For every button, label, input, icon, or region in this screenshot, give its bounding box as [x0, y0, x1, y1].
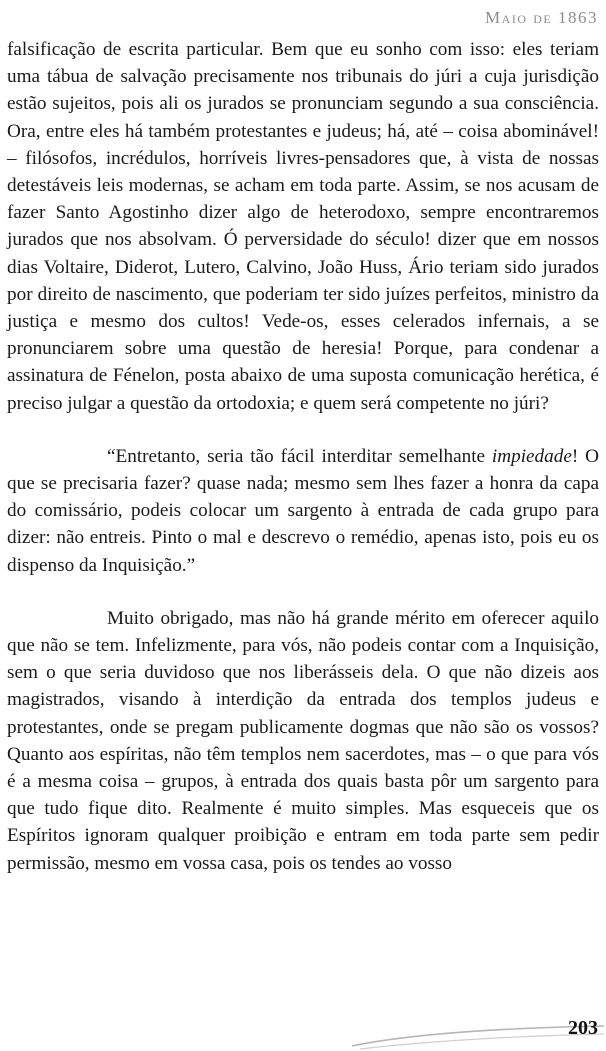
- page-body: [7, 36, 599, 877]
- paragraph-3: Muito obrigado, mas não há grande mérito em oferecer aquilo que não se tem. Infelizmente, para vós, não podeis contar com a Inquisição, sem o que seria duvidoso que nos liberásseis dela. O que não dizeis aos magistrados, visando à interdição da entrada dos templos judeus e protestantes, onde se pregam publicamente dogmas que não são os vossos? Quanto aos espíritas, não têm templos nem sacerdotes, mas – o que para vós é a mesma coisa – grupos, à entrada dos quais basta pôr um sargento para que tudo fique dito. Realmente é muito simples. Mas esqueceis que os Espíritos ignoram qualquer proibição e entram em toda parte sem pedir permissão, mesmo em vossa casa, pois os tendes ao vosso: [7, 607, 599, 874]
- paragraph-2-quote: [7, 443, 599, 579]
- paragraph-1: falsificação de escrita particular. Bem que eu sonho com isso: eles teriam uma tábua de salvação precisamente nos tribunais do júri a cuja jurisdição estão sujeitos, pois ali os jurados se pronunciam segundo a sua consciência. Ora, entre eles há também protestantes e judeus; há, até – coisa abominável! – filósofos, incrédulos, horríveis livres-pensadores que, à vista de nossas detestáveis leis modernas, se acham em toda parte. Assim, se nos acusam de fazer Santo Agostinho dizer algo de heterodoxo, sempre encontraremos jurados que nos absolvam. Ó perversidade do século! dizer que em nossos dias Voltaire, Diderot, Lutero, Calvino, João Huss, Ário teriam sido jurados por direito de nascimento, que poderiam ter sido juízes perfeitos, ministro da justiça e mesmo dos cultos! Vede-os, esses celerados infernais, a se pronunciarem sobre uma questão de heresia! Porque, para condenar a assinatura de Fénelon, posta abaixo de uma suposta comunicação herética, é preciso julgar a questão da ortodoxia; e quem será competente no júri?: [7, 39, 599, 414]
- quote-text-start: “Entretanto, seria tão fácil interditar semelhante: [107, 445, 492, 467]
- page-number: 203: [568, 1017, 598, 1039]
- running-header: Maio de 1863: [485, 8, 598, 27]
- quote-text-end: ! O que se precisaria fazer? quase nada; mesmo sem lhes fazer a honra da capa do comissário, podeis colocar um sargento à entrada de cada grupo para dizer: não entreis. Pinto o mal e descrevo o remédio, apenas isto, pois eu os dispenso da Inquisição.”: [7, 445, 599, 576]
- italic-word: impiedade: [491, 445, 572, 467]
